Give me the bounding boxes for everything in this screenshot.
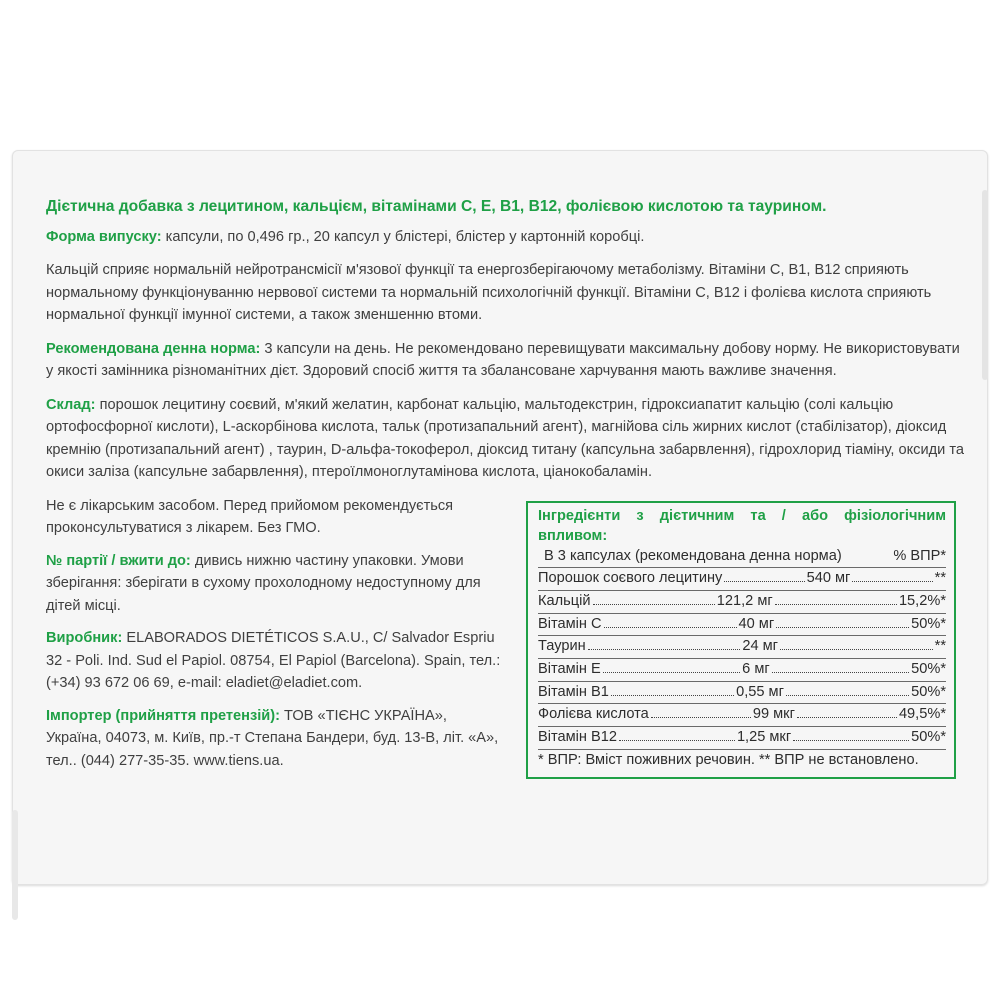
daily-norm xyxy=(46,338,970,383)
dot-leader xyxy=(793,740,909,741)
dot-leader xyxy=(593,604,715,605)
ingredient-daily-value: 50%* xyxy=(911,729,946,746)
ingredient-amount: 121,2 мг xyxy=(716,592,773,609)
dot-leader xyxy=(776,627,909,628)
lower-left-column xyxy=(46,495,506,783)
label-content xyxy=(46,196,970,769)
ingredient-amount: 99 мкг xyxy=(752,706,795,723)
package-edge-right xyxy=(982,190,988,380)
ingredient-daily-value: 50%* xyxy=(911,615,946,632)
composition-text: порошок лецитину соєвий, м'який желатин, карбонат кальцію, мальтодекстрин, гідроксиапатит кальцію (солі кальцію ортофосфорної кислоти), L-аскорбінова кислота, тальк (протизапальний агент), магнійова сіль жирних кислот (стабілізатор), діоксид кремнію (протизапальний агент) , таурин, D-альфа-токоферол, діоксид титану (капсульна забарвлення), гідрохлорид тіаміну, оксиди та окиси заліза (капсульне забарвлення), птероїлмоноглутамінова кислота, ціанокобаламін. xyxy=(46,396,964,480)
ingredient-amount: 1,25 мкг xyxy=(736,729,792,746)
ingredient-row xyxy=(538,567,946,590)
batch-storage xyxy=(46,550,506,618)
importer-text: ТОВ «ТІЄНС УКРАЇНА», Україна, 04073, м. Київ, пр.-т Степана Бандери, буд. 13-В, літ. «А», тел.. (044) 277-35-35. www.tiens.ua. xyxy=(46,707,499,769)
dot-leader xyxy=(603,672,740,673)
batch-text: дивись нижню частину упаковки. Умови зберігання: зберігати в сухому прохолодному недоступному для дітей місці. xyxy=(46,552,481,614)
ingredient-daily-value: 50%* xyxy=(911,661,947,678)
header-right: % ВПР* xyxy=(893,547,946,564)
ingredients-table xyxy=(526,501,956,779)
ingredient-name: Фолієва кислота xyxy=(538,706,649,723)
ingredient-row xyxy=(538,635,946,658)
manufacturer-label: Виробник: xyxy=(46,630,123,646)
description: Кальцій сприяє нормальній нейротрансмісії м'язової функції та енергозберігаючому метаболізму. Вітаміни С, В1, В12 сприяють нормальному функціонуванню нервової системи та нормальній психологічній функції. Вітаміни С, В12 і фолієва кислота сприяють нормальної функції імунної системи, а також зменшенню втоми. xyxy=(46,262,932,323)
ingredient-daily-value: 49,5%* xyxy=(898,706,946,723)
ingredients-table-title: Інгредієнти з дієтичним та / або фізіологічним впливом: xyxy=(538,507,946,544)
importer xyxy=(46,705,506,773)
release-form-label: Форма випуску: xyxy=(46,228,162,245)
ingredient-row xyxy=(538,613,946,636)
ingredient-name: Вітамін В12 xyxy=(538,729,617,746)
dot-leader xyxy=(588,649,741,650)
dot-leader xyxy=(852,581,932,582)
ingredient-daily-value: ** xyxy=(934,638,946,655)
ingredient-row xyxy=(538,590,946,613)
ingredient-row xyxy=(538,681,946,704)
dot-leader xyxy=(724,581,804,582)
dot-leader xyxy=(611,695,734,696)
ingredient-amount: 540 мг xyxy=(806,570,851,587)
product-title: Дієтична добавка з лецитином, кальцієм, вітамінами С, Е, В1, В12, фолієвою кислотою та таурином. xyxy=(46,198,827,215)
manufacturer-text: ELABORADOS DIETÉTICOS S.A.U., C/ Salvador Espriu 32 - Poli. Ind. Sud el Papiol. 08754, El Papiol (Barcelona). Spain, тел.: (+34) 93 672 06 69, e-mail: eladiet@eladiet.com. xyxy=(46,630,501,691)
batch-label: № партії / вжити до: xyxy=(46,552,191,569)
ingredient-daily-value: ** xyxy=(934,570,946,587)
ingredient-row xyxy=(538,658,946,681)
ingredient-amount: 0,55 мг xyxy=(736,683,784,700)
manufacturer xyxy=(46,627,506,695)
ingredient-daily-value: 15,2%* xyxy=(898,592,946,609)
dot-leader xyxy=(772,672,909,673)
dot-leader xyxy=(651,717,751,718)
ingredients-table-header xyxy=(538,546,946,568)
ingredients-rows xyxy=(538,567,946,749)
ingredient-amount: 40 мг xyxy=(738,615,775,632)
ingredient-daily-value: 50%* xyxy=(911,683,947,700)
daily-norm-text: 3 капсули на день. Не рекомендовано перевищувати максимальну добову норму. Не використовувати у якості замінника різноманітних дієт. Здоровий спосіб життя та збалансоване харчування мають важливе значення. xyxy=(46,340,960,379)
release-form-text: капсули, по 0,496 гр., 20 капсул у блістері, блістер у картонній коробці. xyxy=(161,228,645,245)
ingredient-name: Порошок соєвого лецитину xyxy=(538,570,723,587)
ingredient-name: Вітамін В1 xyxy=(538,683,609,700)
dot-leader xyxy=(604,627,737,628)
ingredient-name: Таурин xyxy=(538,638,586,655)
not-medicine-note: Не є лікарським засобом. Перед прийомом рекомендується проконсультуватися з лікарем. Без ГМО. xyxy=(46,497,454,536)
ingredient-name: Кальцій xyxy=(538,592,591,609)
ingredient-name: Вітамін С xyxy=(538,615,602,632)
ingredient-amount: 6 мг xyxy=(742,661,770,678)
composition xyxy=(46,394,970,484)
dot-leader xyxy=(780,649,933,650)
dot-leader xyxy=(619,740,735,741)
header-left: В 3 капсулах (рекомендована денна норма) xyxy=(544,547,842,564)
ingredient-amount: 24 мг xyxy=(742,638,778,655)
ingredient-row xyxy=(538,703,946,726)
package-edge-left xyxy=(12,810,18,920)
release-form xyxy=(46,226,970,249)
dot-leader xyxy=(786,695,909,696)
ingredients-footnote: * ВПР: Вміст поживних речовин. ** ВПР не встановлено. xyxy=(538,749,946,772)
ingredient-row xyxy=(538,726,946,749)
composition-label: Склад: xyxy=(46,396,96,413)
dot-leader xyxy=(797,717,897,718)
importer-label: Імпортер (прийняття претензій): xyxy=(46,707,280,724)
dot-leader xyxy=(775,604,897,605)
daily-norm-label: Рекомендована денна норма: xyxy=(46,340,261,357)
ingredient-name: Вітамін Е xyxy=(538,661,601,678)
